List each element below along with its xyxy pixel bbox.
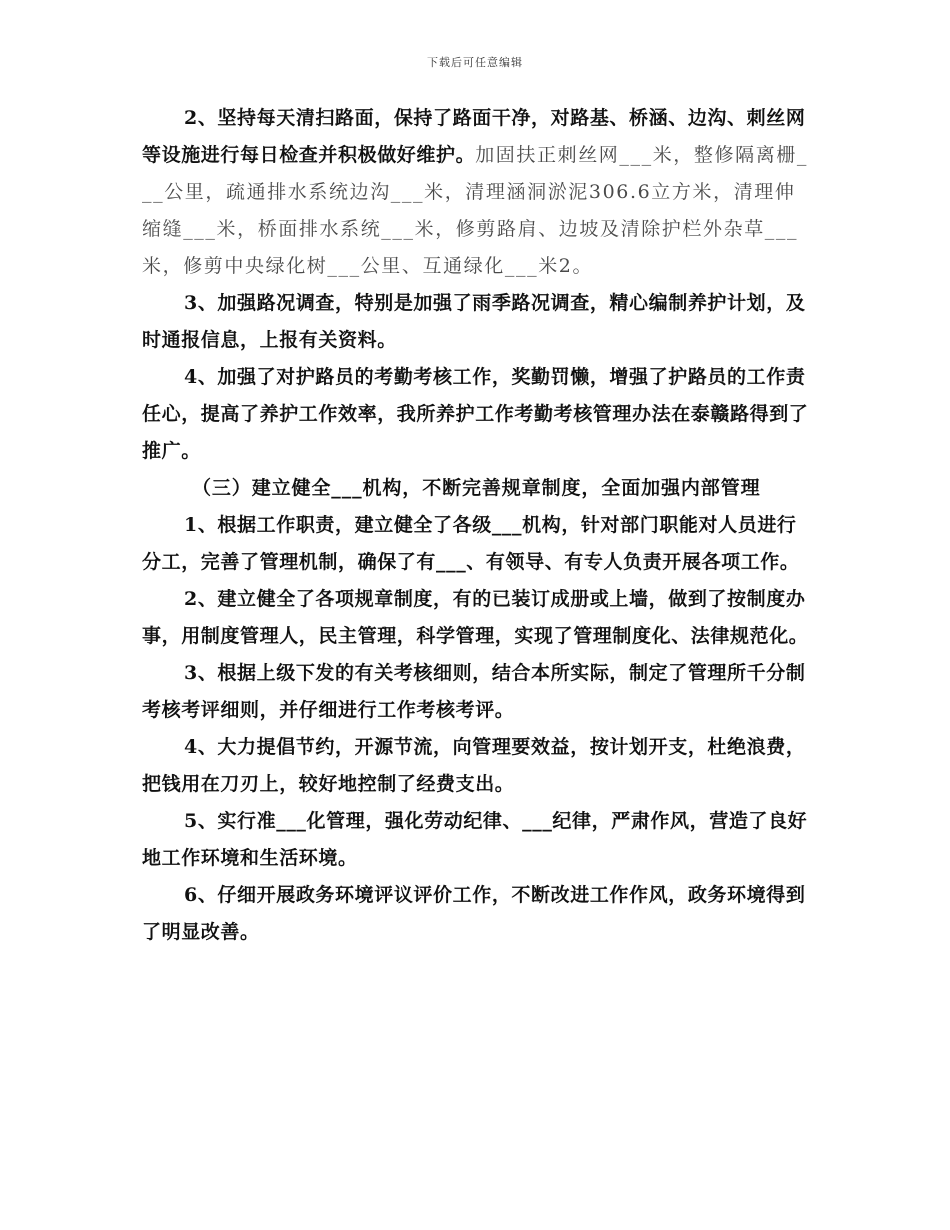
section-heading-three (142, 470, 814, 507)
paragraph-text: 2、坚持每天清扫路面，保持了路面干净，对路基、桥涵、边沟、刺丝网等设施进行每日检查并积极做好维护。 (142, 107, 806, 166)
paragraph-road-cleaning (142, 100, 814, 285)
paragraph-attendance (142, 359, 814, 470)
paragraph-text: 3、根据上级下发的有关考核细则，结合本所实际，制定了管理所千分制考核考评细则，并仔细进行工作考核考评。 (142, 662, 806, 721)
paragraph-text: 3、加强路况调查，特别是加强了雨季路况调查，精心编制养护计划，及时通报信息，上报有关资料。 (142, 292, 806, 351)
paragraph-text: 4、大力提倡节约，开源节流，向管理要效益，按计划开支，杜绝浪费，把钱用在刀刃上，较好地控制了经费支出。 (142, 736, 806, 795)
document-body (142, 100, 814, 951)
section-heading-text: （三）建立健全___机构，不断完善规章制度，全面加强内部管理 (192, 477, 761, 499)
paragraph-text: 2、建立健全了各项规章制度，有的已装订成册或上墙，做到了按制度办事，用制度管理人，民主管理，科学管理，实现了管理制度化、法律规范化。 (142, 588, 809, 647)
paragraph-environment (142, 877, 814, 951)
paragraph-text: 6、仔细开展政务环境评议评价工作，不断改进工作作风，政务环境得到了明显改善。 (142, 884, 806, 943)
paragraph-light-text: 加固扶正刺丝网___米，整修隔离栅___公里，疏通排水系统边沟___米，清理涵洞淤泥306.6立方米，清理伸缩缝___米，桥面排水系统___米，修剪路肩、边坡及清除护栏外杂草___米，修剪中央绿化树___公里、互通绿化___米2。 (142, 144, 809, 277)
paragraph-text: 1、根据工作职责，建立健全了各级___机构，针对部门职能对人员进行分工，完善了管理机制，确保了有___、有领导、有专人负责开展各项工作。 (142, 514, 800, 573)
paragraph-organization (142, 507, 814, 581)
page-header: 下载后可任意编辑 (427, 56, 523, 69)
paragraph-assessment (142, 655, 814, 729)
paragraph-road-survey (142, 285, 814, 359)
paragraph-text: 4、加强了对护路员的考勤考核工作，奖勤罚懒，增强了护路员的工作责任心，提高了养护工作效率，我所养护工作考勤考核管理办法在泰赣路得到了推广。 (142, 366, 809, 462)
paragraph-discipline (142, 803, 814, 877)
paragraph-thrift (142, 729, 814, 803)
paragraph-rules (142, 581, 814, 655)
paragraph-text: 5、实行准___化管理，强化劳动纪律、___纪律，严肃作风，营造了良好地工作环境和生活环境。 (142, 810, 808, 869)
